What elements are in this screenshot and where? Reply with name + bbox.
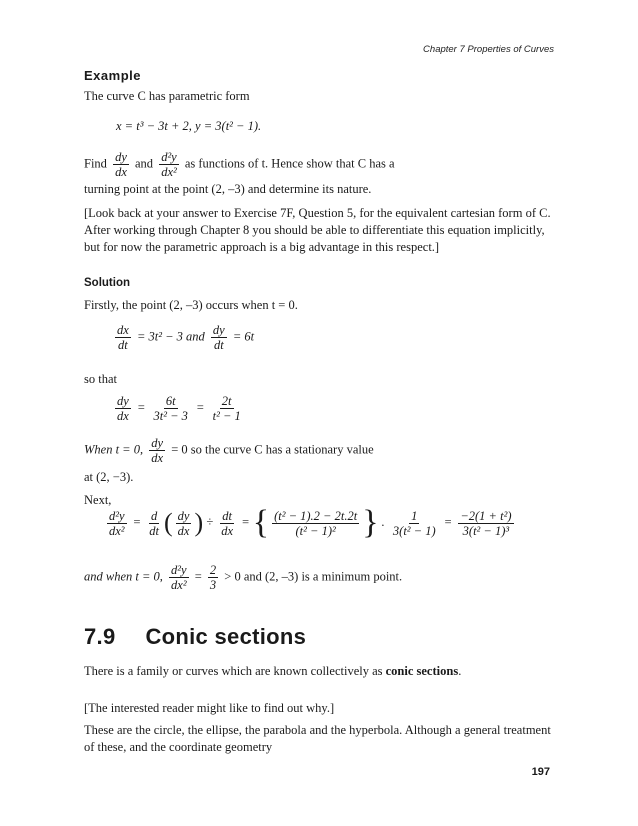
- dydx-equation: $\frac{dy}{dx}$ = $\frac{6t}{\text{3t² − 3}}$ = $\frac{2t}{\text{t² − 1}}$: [117, 394, 241, 423]
- conic-sections-term: conic sections: [385, 664, 459, 678]
- frac2-num: 2t: [221, 394, 232, 408]
- when-prefix: When t = 0,: [84, 442, 144, 457]
- final-den: 3: [209, 578, 217, 592]
- solution-line1: Firstly, the point (2, –3) occurs when t = 0.: [84, 298, 298, 312]
- section-paragraph-3: These are the circle, the ellipse, the parabola and the hyperbola. Although a general treatment of these, and the coordinate geometry: [84, 723, 551, 754]
- dxdt-rhs: = 3t² − 3 and: [136, 329, 205, 344]
- when-suffix: = 0 so the curve C has a stationary value: [171, 442, 374, 457]
- find-line2: turning point at the point (2, –3) and determine its nature.: [84, 182, 372, 196]
- p1-after: .: [458, 664, 462, 678]
- at-point: at (2, −3).: [84, 470, 134, 484]
- brace-den: (t² − 1)²: [295, 523, 336, 538]
- d2y-dx2-fraction: $\frac{\text{d²y}}{\text{dx²}}$: [161, 150, 177, 179]
- final-suffix: > 0 and (2, –3) is a minimum point.: [224, 569, 403, 584]
- recip-den: 3(t² − 1): [392, 523, 436, 538]
- find-statement: [84, 150, 554, 179]
- dy-dx-fraction: $\frac{dy}{dx}$: [115, 150, 127, 179]
- section-heading: [84, 624, 306, 650]
- frac1-num: 6t: [165, 394, 176, 408]
- find-and: and: [135, 156, 154, 171]
- equals-1: =: [136, 400, 146, 415]
- example-intro: The curve C has parametric form: [84, 89, 250, 103]
- frac2-den: t² − 1: [212, 409, 241, 423]
- result-den: 3(t² − 1)³: [462, 523, 510, 538]
- section-paragraph-2: [The interested reader might like to find out why.]: [84, 701, 335, 715]
- example-heading: Example: [84, 68, 141, 83]
- dydt-rhs: = 6t: [232, 329, 255, 344]
- recip-num: 1: [411, 508, 418, 523]
- p1-before: There is a family or curves which are known collectively as: [84, 664, 383, 678]
- second-derivative-equation: $\frac{\text{d²y}}{\text{dx²}}$ = $\frac{d}{dt}$ ( $\frac{dy}{dx}$ ) ÷ $\frac{dt}{dx}$ = { $\frac{\text{(t² − 1).2 − 2t.2t}}{\text{(t² − 1)²}}$ } . $\frac{1}{\text{3(t² − 1)}}$ = $\frac{\text{−2(1 + t²)}}{\text{3(t² − 1)³}}$: [109, 504, 512, 541]
- stationary-statement: When t = 0, $\frac{dy}{dx}$ = 0 so the curve C has a stationary value: [84, 436, 374, 465]
- so-that: so that: [84, 372, 117, 386]
- parametric-equation: x = t³ − 3t + 2, y = 3(t² − 1).: [116, 119, 262, 133]
- section-number: 7.9: [84, 624, 116, 649]
- result-num: −2(1 + t²): [460, 508, 512, 523]
- minimum-statement: and when t = 0, $\frac{\text{d²y}}{\text{dx²}}$ = $\frac{2}{3}$ > 0 and (2, –3) is a minimum point.: [84, 563, 403, 592]
- brace-num: (t² − 1).2 − 2t.2t: [274, 508, 358, 523]
- final-num: 2: [209, 563, 217, 577]
- next-label: Next,: [84, 493, 112, 507]
- running-header: Chapter 7 Properties of Curves: [423, 44, 554, 55]
- final-prefix: and when t = 0,: [84, 569, 163, 584]
- find-suffix: as functions of t. Hence show that C has a: [184, 156, 395, 171]
- equals-2: =: [196, 400, 205, 415]
- dxdt-dydt-equation: $\frac{dx}{dt}$ = 3t² − 3 and $\frac{dy}{dt}$ = 6t: [117, 323, 255, 352]
- solution-heading: Solution: [84, 277, 130, 289]
- section-title: Conic sections: [145, 624, 307, 649]
- section-paragraph-1: [84, 663, 554, 680]
- example-note: [Look back at your answer to Exercise 7F, Question 5, for the equivalent cartesian form of C. After working through Chapter 8 you should be able to differentiate this equation implicitly, but for now the parametric approach is a big advantage in this respect.]: [84, 206, 551, 254]
- page-number: 197: [531, 766, 550, 778]
- find-prefix: Find: [84, 156, 107, 171]
- frac1-den: 3t² − 3: [153, 409, 188, 423]
